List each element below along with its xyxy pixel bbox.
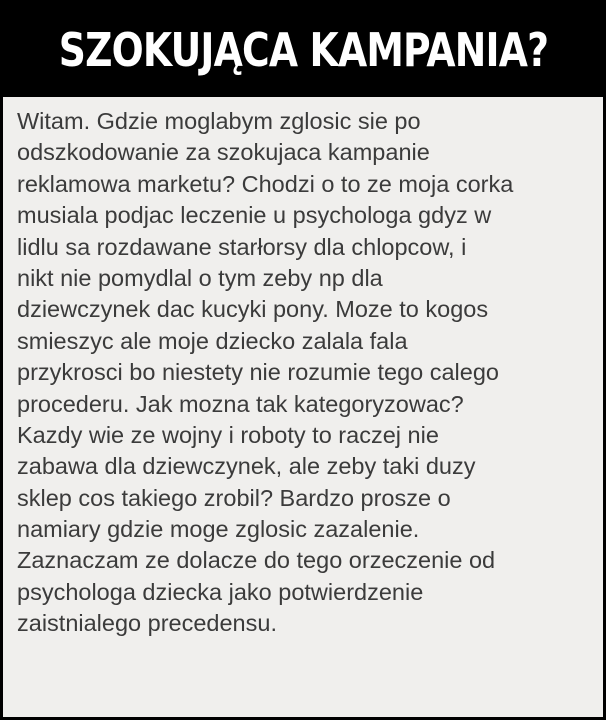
post-line: zaistnialego precedensu. [17,610,277,637]
post-line: sklep cos takiego zrobil? Bardzo prosze o [17,484,451,511]
post-line: musiala podjac leczenie u psychologa gdyz w [17,202,492,229]
post-line: odszkodowanie za szokujaca kampanie [17,139,430,166]
post-line: smieszyc ale moje dziecko zalala fala [17,327,408,354]
post-line: Zaznaczam ze dolacze do tego orzeczenie od [17,547,496,574]
headline: SZOKUJĄCA KAMPANIA? [58,22,548,77]
post-line: nikt nie pomydlal o tym zeby np dla [17,264,383,291]
post-line: przykrosci bo niestety nie rozumie tego calego [17,359,499,386]
post-line: Kazdy wie ze wojny i roboty to raczej nie [17,421,439,448]
post-line: procederu. Jak mozna tak kategoryzowac? [17,390,464,417]
post-line: namiary gdzie moge zglosic zazalenie. [17,516,420,543]
post-line: dziewczynek dac kucyki pony. Moze to kogos [17,296,489,323]
post-line: psychologa dziecka jako potwierdzenie [17,578,424,605]
post-line: Witam. Gdzie moglabym zglosic sie po [17,108,421,134]
post-text [17,106,603,640]
headline-bar [0,0,606,97]
post-line: reklamowa marketu? Chodzi o to ze moja corka [17,170,514,197]
post-line: lidlu sa rozdawane starłorsy dla chlopcow, i [17,233,467,260]
post-line: zabawa dla dziewczynek, ale zeby taki duzy [17,453,476,480]
post-screenshot [3,97,603,717]
